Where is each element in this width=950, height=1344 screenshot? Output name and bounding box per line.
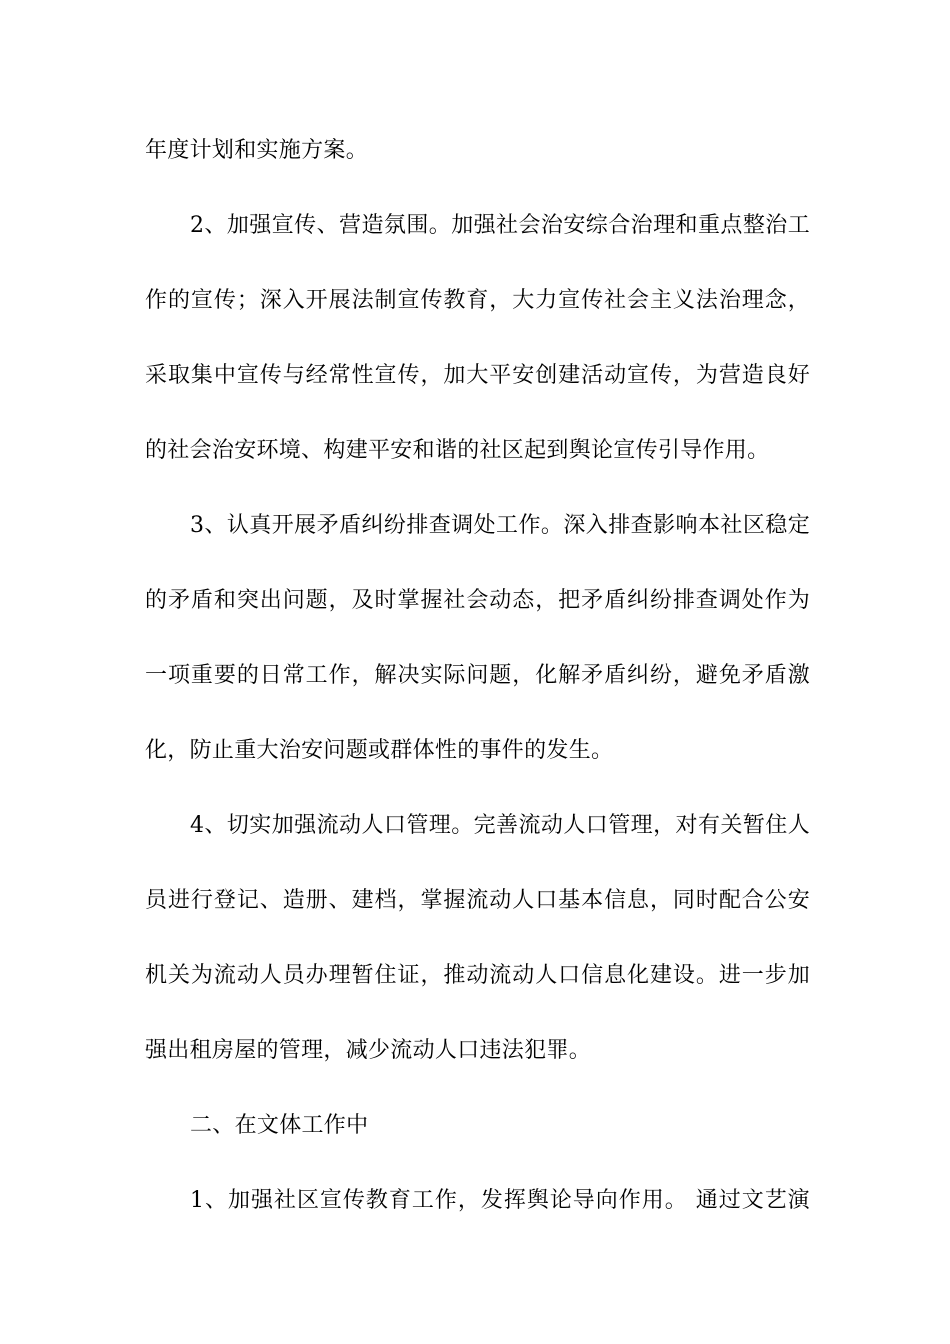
text-line-1: 年度计划和实施方案。: [145, 138, 369, 163]
text-line-3: 作的宣传；深入开展法制宣传教育，大力宣传社会主义法治理念，: [145, 288, 810, 313]
text-line-12: 机关为流动人员办理暂住证，推动流动人口信息化建设。进一步加: [145, 963, 810, 988]
text-line-9: 化，防止重大治安问题或群体性的事件的发生。: [145, 738, 614, 763]
text-line-5: 的社会治安环境、构建平安和谐的社区起到舆论宣传引导作用。: [145, 438, 770, 463]
text-line-13: 强出租房屋的管理，减少流动人口违法犯罪。: [145, 1038, 592, 1063]
text-line-8: 一项重要的日常工作，解决实际问题，化解矛盾纠纷，避免矛盾激: [145, 663, 810, 688]
section-heading: 二、在文体工作中: [190, 1113, 369, 1138]
text-line-2: 2、加强宣传、营造氛围。加强社会治安综合治理和重点整治工: [190, 213, 810, 238]
text-line-10: 4、切实加强流动人口管理。完善流动人口管理，对有关暂住人: [190, 813, 810, 838]
text-line-11: 员进行登记、造册、建档，掌握流动人口基本信息，同时配合公安: [145, 888, 810, 913]
text-line-15: 1、加强社区宣传教育工作，发挥舆论导向作用。 通过文艺演: [190, 1188, 810, 1213]
text-line-7: 的矛盾和突出问题，及时掌握社会动态，把矛盾纠纷排查调处作为: [145, 588, 810, 613]
text-line-6: 3、认真开展矛盾纠纷排查调处工作。深入排查影响本社区稳定: [190, 513, 810, 538]
text-line-4: 采取集中宣传与经常性宣传，加大平安创建活动宣传，为营造良好: [145, 363, 810, 388]
